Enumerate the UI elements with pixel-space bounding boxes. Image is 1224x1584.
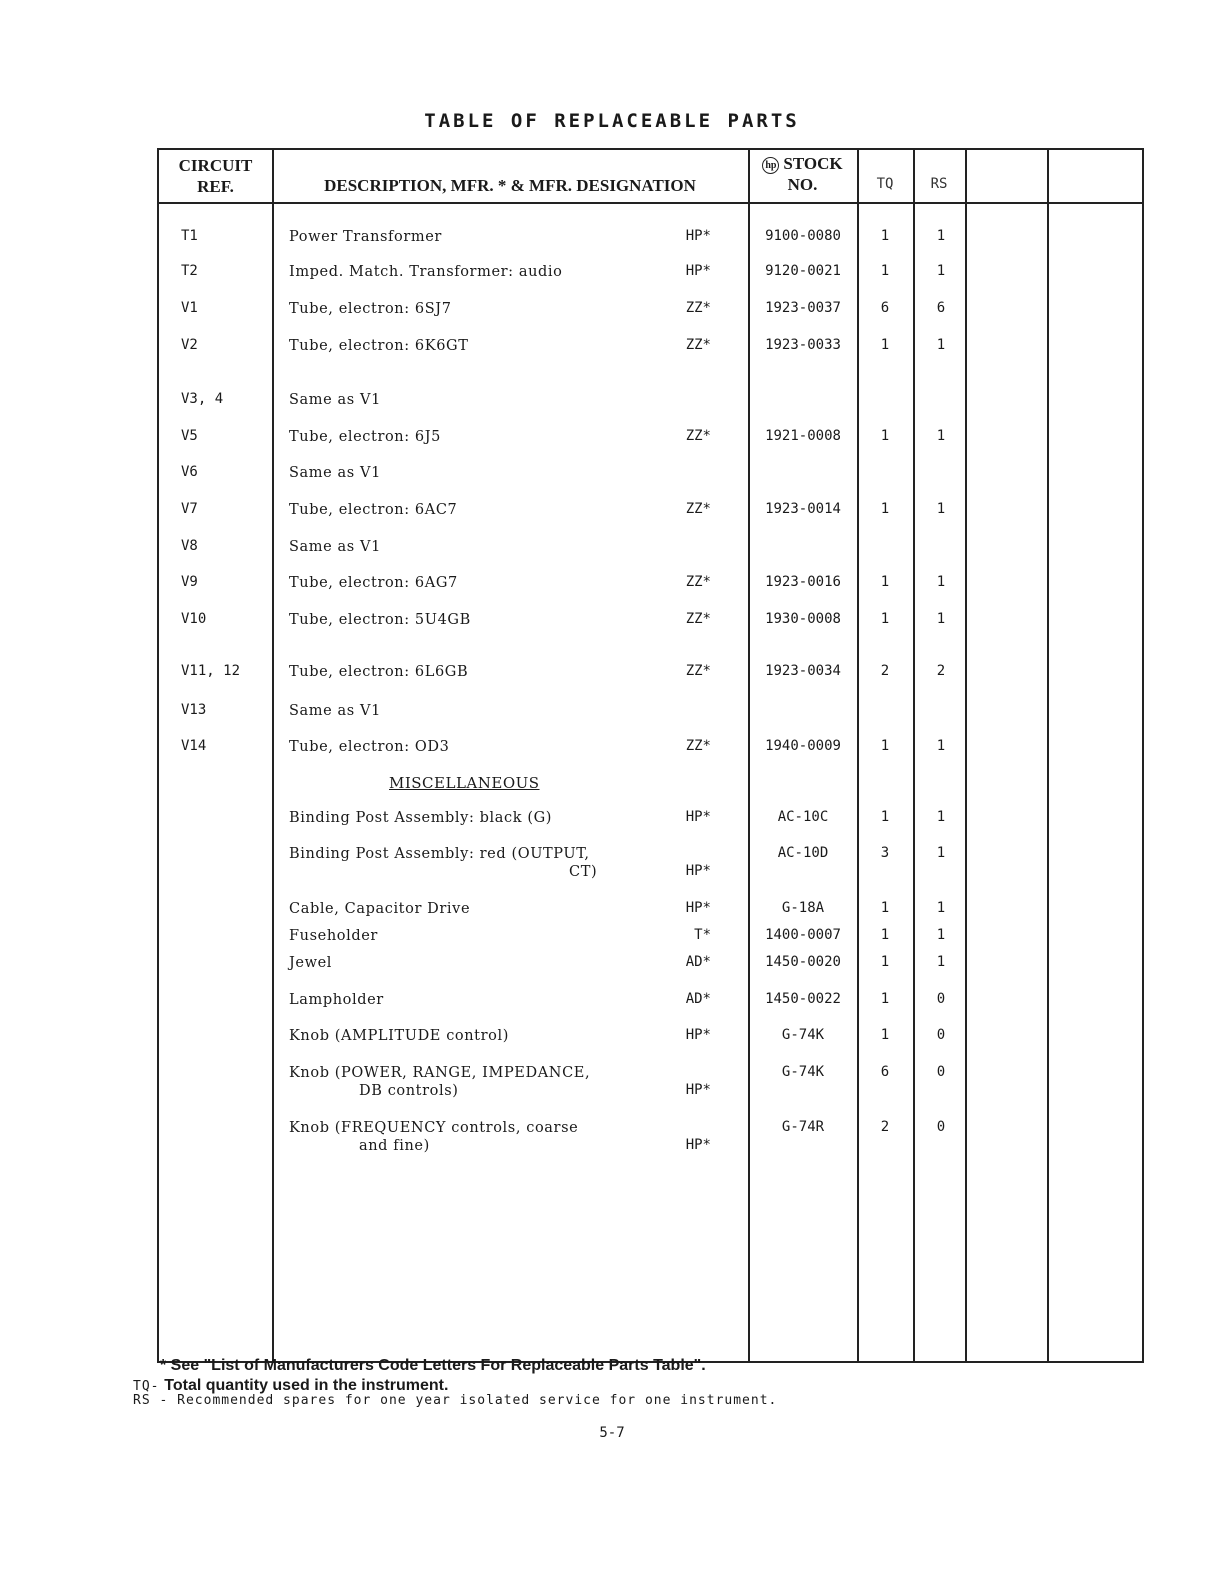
cell-description-line1: Jewel: [289, 955, 333, 971]
cell-rs: 1: [936, 927, 946, 943]
cell-description-line2: and fine): [359, 1138, 430, 1154]
cell-description: Same as V1: [289, 465, 381, 481]
cell-ref: V10: [181, 611, 207, 627]
cell-tq: 1: [880, 900, 890, 916]
header-stock: [748, 153, 857, 195]
cell-description: Tube, electron: 6J5: [289, 429, 441, 445]
table-row: [159, 900, 1146, 920]
cell-tq: 1: [880, 428, 890, 444]
table-row: [159, 300, 1146, 320]
footnote-tq-label: TQ-: [133, 1379, 160, 1394]
cell-description: Same as V1: [289, 539, 381, 555]
cell-tq: 1: [880, 1027, 890, 1043]
cell-description: Tube, electron: 6AC7: [289, 502, 458, 518]
table-row: [159, 1064, 1146, 1099]
cell-description: [289, 845, 659, 881]
table-row: [159, 501, 1146, 521]
cell-tq: 1: [880, 574, 890, 590]
table-row: [159, 428, 1146, 448]
table-row: [159, 927, 1146, 947]
footnote-mfr: * See "List of Manufacturers Code Letters For Replaceable Parts Table".: [160, 1357, 706, 1374]
cell-rs: 1: [936, 337, 946, 353]
header-circuit-line2: REF.: [197, 177, 234, 196]
table-row: [159, 738, 1146, 758]
cell-description-line1: Cable, Capacitor Drive: [289, 901, 471, 917]
cell-mfr: ZZ*: [685, 337, 711, 353]
header-circuit-line1: CIRCUIT: [178, 156, 253, 175]
cell-description: [289, 954, 659, 972]
cell-description: [289, 900, 659, 918]
cell-mfr: T*: [694, 927, 711, 943]
table-row: [159, 954, 1146, 974]
cell-description: Tube, electron: 6AG7: [289, 575, 458, 591]
cell-tq: 6: [880, 300, 890, 316]
cell-description-line1: Knob (POWER, RANGE, IMPEDANCE,: [289, 1065, 591, 1081]
cell-mfr: HP*: [685, 900, 711, 916]
table-row: [159, 1119, 1146, 1154]
cell-description: Tube, electron: 6K6GT: [289, 338, 469, 354]
cell-description-line2: CT): [569, 864, 598, 880]
cell-stock: 9120-0021: [765, 263, 841, 279]
cell-mfr: HP*: [685, 863, 711, 879]
table-row: [159, 611, 1146, 631]
cell-description: [289, 809, 659, 827]
cell-rs: 1: [936, 228, 946, 244]
cell-tq: 1: [880, 927, 890, 943]
cell-ref: V8: [181, 538, 198, 554]
cell-stock: 1923-0033: [765, 337, 841, 353]
cell-tq: 1: [880, 337, 890, 353]
cell-mfr: AD*: [685, 954, 711, 970]
cell-description: [289, 1064, 659, 1100]
cell-ref: V14: [181, 738, 207, 754]
cell-description: [289, 1027, 659, 1045]
table-row: [159, 228, 1146, 248]
table-row: [159, 464, 1146, 484]
cell-ref: V6: [181, 464, 198, 480]
cell-stock: 1450-0020: [765, 954, 841, 970]
cell-ref: V7: [181, 501, 198, 517]
cell-rs: 0: [936, 1119, 946, 1135]
cell-description-line1: Binding Post Assembly: red (OUTPUT,: [289, 846, 590, 862]
cell-stock: 1923-0016: [765, 574, 841, 590]
cell-stock: 1921-0008: [765, 428, 841, 444]
cell-mfr: AD*: [685, 991, 711, 1007]
cell-rs: 1: [936, 738, 946, 754]
page-number: 5-7: [599, 1425, 625, 1441]
cell-description: Same as V1: [289, 392, 381, 408]
header-tq: TQ: [876, 176, 894, 192]
cell-description-line1: Knob (FREQUENCY controls, coarse: [289, 1120, 579, 1136]
cell-description-line1: Lampholder: [289, 992, 384, 1008]
cell-rs: 0: [936, 991, 946, 1007]
table-row: [159, 337, 1146, 357]
cell-mfr: ZZ*: [685, 611, 711, 627]
footnote-rs-label: RS -: [133, 1393, 169, 1408]
cell-description: [289, 991, 659, 1009]
cell-ref: V2: [181, 337, 198, 353]
table-row: [159, 574, 1146, 594]
cell-tq: 3: [880, 845, 890, 861]
cell-tq: 1: [880, 991, 890, 1007]
cell-tq: 1: [880, 738, 890, 754]
cell-description-line1: Knob (AMPLITUDE control): [289, 1028, 509, 1044]
parts-table: [157, 148, 1144, 1363]
cell-stock: G-74R: [781, 1119, 825, 1135]
table-row: [159, 263, 1146, 283]
cell-description: [289, 1119, 659, 1155]
cell-description: [289, 927, 659, 945]
cell-mfr: ZZ*: [685, 428, 711, 444]
cell-mfr: ZZ*: [685, 501, 711, 517]
footnote-rs-text: Recommended spares for one year isolated service for one instrument.: [177, 1393, 778, 1408]
cell-stock: G-74K: [781, 1064, 825, 1080]
table-row: [159, 845, 1146, 880]
table-row: [159, 991, 1146, 1011]
table-row: [159, 1027, 1146, 1047]
cell-description: Tube, electron: OD3: [289, 739, 450, 755]
cell-rs: 1: [936, 954, 946, 970]
cell-stock: 1923-0034: [765, 663, 841, 679]
table-row: [159, 663, 1146, 683]
misc-heading: MISCELLANEOUS: [389, 774, 540, 792]
page-title: TABLE OF REPLACEABLE PARTS: [424, 110, 800, 132]
cell-rs: 1: [936, 900, 946, 916]
cell-stock: G-74K: [781, 1027, 825, 1043]
cell-tq: 1: [880, 228, 890, 244]
cell-rs: 2: [936, 663, 946, 679]
cell-rs: 1: [936, 263, 946, 279]
cell-stock: 1923-0014: [765, 501, 841, 517]
cell-ref: V11, 12: [181, 663, 241, 679]
cell-mfr: HP*: [685, 228, 711, 244]
cell-ref: V9: [181, 574, 198, 590]
cell-ref: V1: [181, 300, 198, 316]
cell-rs: 1: [936, 611, 946, 627]
cell-stock: 1400-0007: [765, 927, 841, 943]
cell-tq: 2: [880, 1119, 890, 1135]
cell-stock: G-18A: [781, 900, 825, 916]
header-circuit-ref: [159, 155, 272, 197]
cell-mfr: HP*: [685, 1137, 711, 1153]
cell-rs: 0: [936, 1027, 946, 1043]
cell-rs: 1: [936, 501, 946, 517]
cell-tq: 1: [880, 611, 890, 627]
table-row: [159, 702, 1146, 722]
cell-rs: 1: [936, 809, 946, 825]
cell-mfr: ZZ*: [685, 663, 711, 679]
cell-rs: 6: [936, 300, 946, 316]
header-rs: RS: [930, 176, 948, 192]
cell-ref: T1: [181, 228, 198, 244]
cell-ref: V13: [181, 702, 207, 718]
cell-stock: 1923-0037: [765, 300, 841, 316]
cell-ref: T2: [181, 263, 198, 279]
cell-tq: 1: [880, 809, 890, 825]
cell-description: Tube, electron: 6L6GB: [289, 664, 469, 680]
cell-tq: 1: [880, 263, 890, 279]
cell-stock: AC-10C: [777, 809, 829, 825]
cell-description-line2: DB controls): [359, 1083, 459, 1099]
cell-stock: 9100-0080: [765, 228, 841, 244]
table-row: [159, 538, 1146, 558]
cell-description: Imped. Match. Transformer: audio: [289, 264, 563, 280]
cell-description: Tube, electron: 6SJ7: [289, 301, 452, 317]
cell-description: Tube, electron: 5U4GB: [289, 612, 471, 628]
cell-description-line1: Fuseholder: [289, 928, 378, 944]
cell-ref: V5: [181, 428, 198, 444]
cell-description: Power Transformer: [289, 229, 442, 245]
cell-rs: 1: [936, 845, 946, 861]
cell-stock: AC-10D: [777, 845, 829, 861]
footnote-tq-text: Total quantity used in the instrument.: [164, 1377, 449, 1394]
cell-tq: 1: [880, 954, 890, 970]
table-row: [159, 391, 1146, 411]
cell-rs: 1: [936, 574, 946, 590]
cell-mfr: ZZ*: [685, 738, 711, 754]
cell-ref: V3, 4: [181, 391, 224, 407]
cell-mfr: ZZ*: [685, 574, 711, 590]
footnote-rs: [133, 1393, 777, 1408]
cell-tq: 6: [880, 1064, 890, 1080]
cell-stock: 1930-0008: [765, 611, 841, 627]
header-description: DESCRIPTION, MFR. * & MFR. DESIGNATION: [324, 176, 696, 195]
cell-description: Same as V1: [289, 703, 381, 719]
header-stock-line1: STOCK: [783, 154, 843, 173]
cell-mfr: ZZ*: [685, 300, 711, 316]
cell-tq: 2: [880, 663, 890, 679]
cell-stock: 1940-0009: [765, 738, 841, 754]
header-stock-line2: NO.: [787, 175, 818, 194]
cell-rs: 1: [936, 428, 946, 444]
cell-description-line1: Binding Post Assembly: black (G): [289, 810, 553, 826]
hp-logo-icon: hp: [762, 157, 779, 174]
cell-mfr: HP*: [685, 1082, 711, 1098]
cell-mfr: HP*: [685, 1027, 711, 1043]
cell-mfr: HP*: [685, 809, 711, 825]
header-rule: [159, 202, 1142, 204]
cell-mfr: HP*: [685, 263, 711, 279]
table-row: [159, 809, 1146, 829]
cell-tq: 1: [880, 501, 890, 517]
cell-rs: 0: [936, 1064, 946, 1080]
cell-stock: 1450-0022: [765, 991, 841, 1007]
